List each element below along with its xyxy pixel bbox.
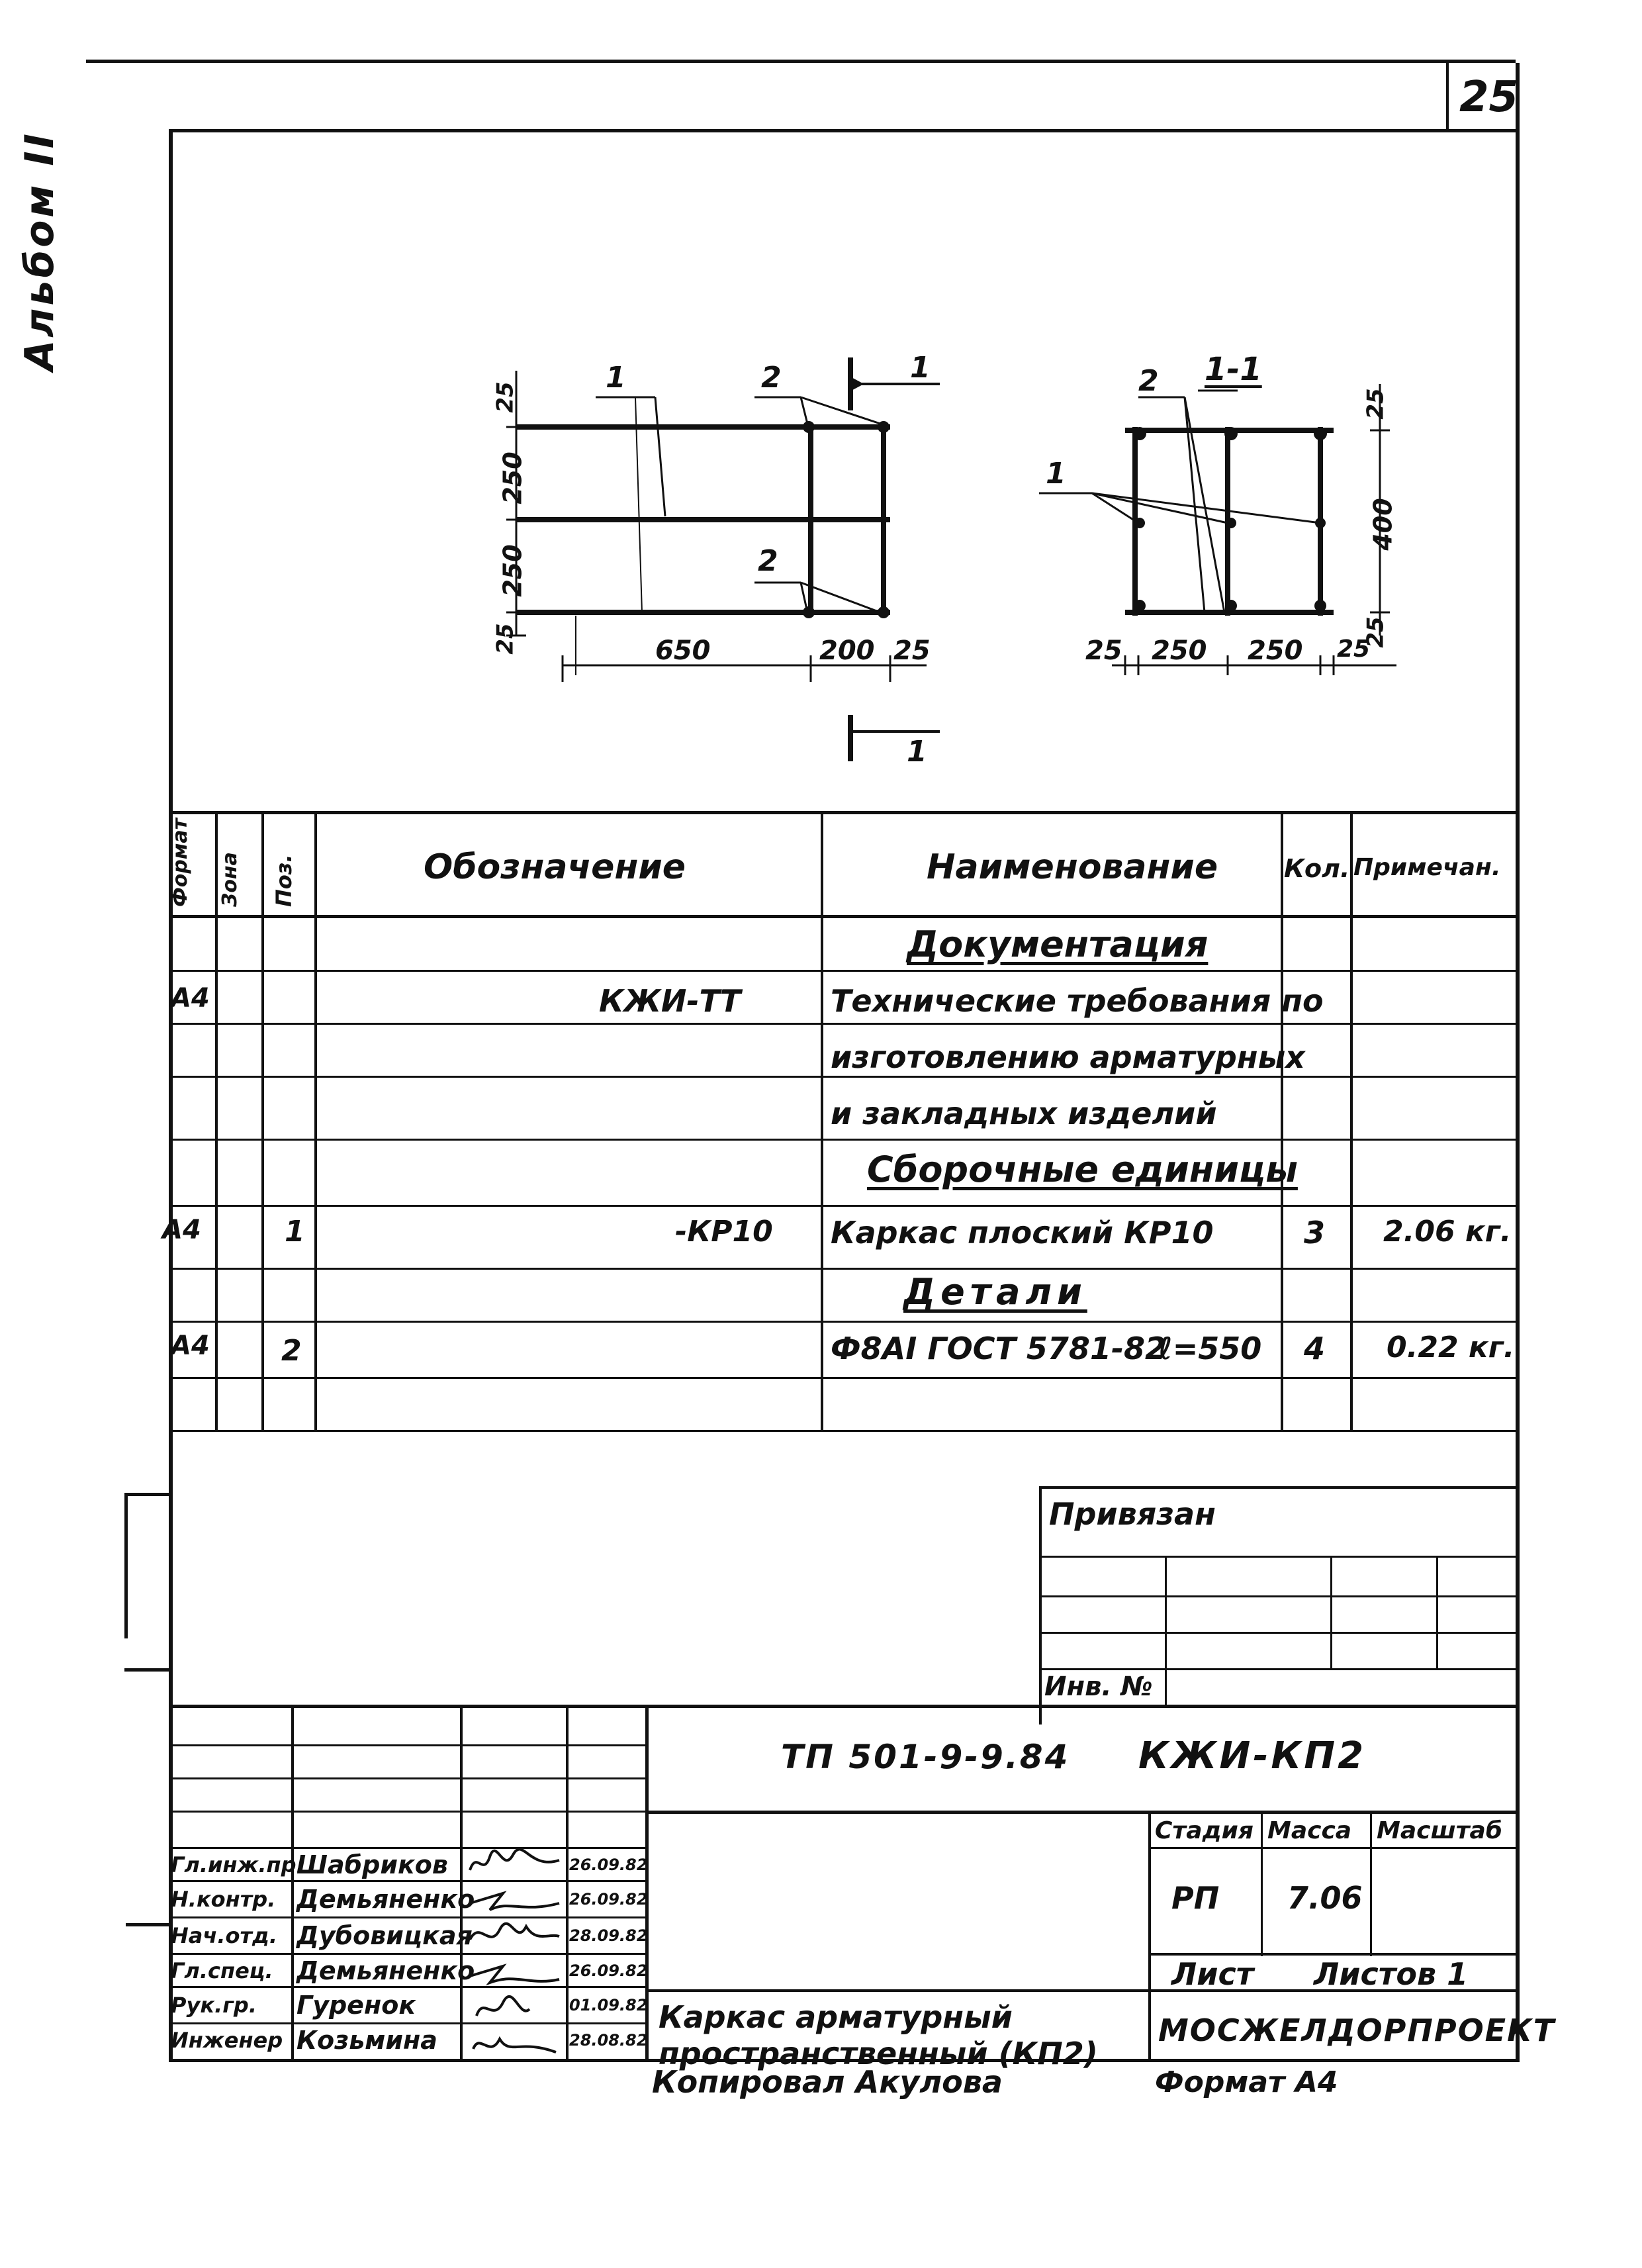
- header-pos: Поз.: [271, 854, 296, 907]
- section-callout-2: 2: [1138, 364, 1159, 398]
- person-role-6: Инженер: [171, 2028, 283, 2053]
- section-callout-1: 1: [1046, 457, 1066, 491]
- person-date-3: 28.09.82: [569, 1926, 648, 1945]
- doc-name-line2: изготовлению арматурных: [831, 1039, 1305, 1075]
- section-title: 1-1: [1205, 351, 1262, 388]
- page-number: 25: [1459, 73, 1519, 122]
- copied-by: Копировал Акулова: [652, 2064, 1003, 2100]
- album-label: Альбом II: [17, 130, 63, 371]
- section-documentation: Документация: [907, 923, 1209, 965]
- detail2-note: 0.22 кг.: [1387, 1331, 1515, 1364]
- kr10-note: 2.06 кг.: [1383, 1215, 1512, 1249]
- person-date-2: 26.09.82: [569, 1890, 648, 1909]
- plan-callout-2-bottom: 2: [758, 544, 778, 578]
- sheets-label: Листов 1: [1314, 1956, 1469, 1992]
- signature-5: [477, 1997, 529, 2016]
- doc-format: А4: [171, 983, 210, 1014]
- mass-value: 7.06: [1287, 1880, 1363, 1916]
- plan-dim-h3: 25: [893, 636, 931, 666]
- person-name-2: Демьяненко: [296, 1885, 475, 1914]
- person-role-2: Н.контр.: [171, 1887, 276, 1912]
- person-role-5: Рук.гр.: [171, 1993, 257, 2018]
- kr10-qty: 3: [1304, 1215, 1326, 1251]
- signature-3: [470, 1924, 559, 1940]
- scale-label: Масштаб: [1377, 1817, 1502, 1844]
- plan-callout-1: 1: [606, 361, 626, 395]
- signatures: [463, 1847, 566, 2062]
- left-edge-mark-bottom: [124, 1668, 171, 1672]
- left-edge-mark-low: [126, 1923, 172, 1926]
- sheet-label: Лист: [1171, 1956, 1254, 1992]
- header-zone: Зона: [218, 852, 242, 907]
- reinforcement-drawing: [0, 0, 1642, 814]
- person-name-3: Дубовицкая: [296, 1921, 473, 1950]
- doc-name-line1: Технические требования по: [831, 983, 1324, 1019]
- header-designation: Обозначение: [424, 847, 686, 887]
- section-dim-v2: 400: [1368, 498, 1398, 551]
- person-date-5: 01.09.82: [569, 1996, 648, 2014]
- kr10-designation: -КР10: [675, 1215, 773, 1249]
- section-mark-top: 1: [910, 351, 931, 385]
- section-dim-h1: 25: [1085, 636, 1122, 666]
- inventory-number-label: Инв. №: [1044, 1672, 1153, 1702]
- person-date-1: 26.09.82: [569, 1856, 648, 1874]
- section-dim-v3: 25: [1362, 616, 1389, 648]
- header-format: Формат: [169, 818, 192, 907]
- organization: МОСЖЕЛДОРПРОЕКТ: [1158, 2012, 1556, 2048]
- plan-dim-v1: 25: [492, 381, 519, 413]
- section-mark-bottom: 1: [907, 735, 927, 769]
- section-dim-h4: 25: [1337, 636, 1371, 663]
- plan-callout-2-top: 2: [761, 361, 782, 395]
- person-name-6: Козьмина: [296, 2026, 437, 2055]
- doc-designation: КЖИ-ТТ: [599, 983, 741, 1019]
- kr10-name: Каркас плоский КР10: [831, 1215, 1214, 1251]
- detail2-format: А4: [171, 1331, 210, 1361]
- doc-code: ТП 501-9-9.84: [781, 1738, 1070, 1776]
- kr10-pos: 1: [285, 1215, 305, 1249]
- signature-4: [470, 1966, 559, 1983]
- section-dim-h2: 250: [1152, 636, 1207, 666]
- person-role-4: Гл.спец.: [171, 1958, 273, 1983]
- detail2-name: Ф8АI ГОСТ 5781-82: [831, 1331, 1167, 1366]
- detail2-length: ℓ=550: [1158, 1331, 1262, 1366]
- signature-1: [470, 1849, 559, 1870]
- signature-6: [473, 2039, 556, 2052]
- person-date-4: 26.09.82: [569, 1961, 648, 1980]
- stage-label: Стадия: [1155, 1817, 1254, 1844]
- person-role-1: Гл.инж.пр.: [171, 1852, 304, 1877]
- plan-dim-v4: 25: [492, 623, 519, 655]
- sheet-format: Формат А4: [1155, 2065, 1338, 2099]
- binding-label: Привязан: [1049, 1496, 1216, 1532]
- left-edge-mark-top: [124, 1493, 171, 1496]
- section-dim-v1: 25: [1362, 388, 1389, 420]
- doc-name-line3: и закладных изделий: [831, 1096, 1217, 1131]
- person-date-6: 28.08.82: [569, 2031, 648, 2050]
- detail2-qty: 4: [1304, 1331, 1326, 1366]
- stage-value: РП: [1171, 1880, 1220, 1916]
- plan-dim-h1: 650: [655, 636, 711, 666]
- signature-2: [470, 1893, 559, 1910]
- mass-label: Масса: [1267, 1817, 1352, 1844]
- section-dim-h3: 250: [1248, 636, 1303, 666]
- header-qty: Кол.: [1284, 854, 1350, 883]
- plan-dim-v2: 250: [498, 451, 527, 504]
- plan-dim-h2: 200: [819, 636, 875, 666]
- item-title-line1: Каркас арматурный: [659, 1999, 1013, 2035]
- left-edge-mark: [124, 1493, 128, 1638]
- doc-mark: КЖИ-КП2: [1138, 1734, 1367, 1777]
- item-title-line2: пространственный (КП2): [659, 2036, 1098, 2071]
- detail2-pos: 2: [281, 1334, 302, 1368]
- person-name-1: Шабриков: [296, 1850, 448, 1879]
- person-name-4: Демьяненко: [296, 1956, 475, 1985]
- header-name: Наименование: [927, 847, 1218, 887]
- person-name-5: Гуренок: [296, 1991, 416, 2020]
- header-note: Примечан.: [1353, 854, 1501, 881]
- section-details: Детали: [903, 1271, 1087, 1313]
- kr10-format: А4: [162, 1215, 201, 1245]
- section-assembly: Сборочные единицы: [867, 1149, 1298, 1190]
- person-role-3: Нач.отд.: [171, 1923, 278, 1948]
- plan-dim-v3: 250: [498, 544, 527, 597]
